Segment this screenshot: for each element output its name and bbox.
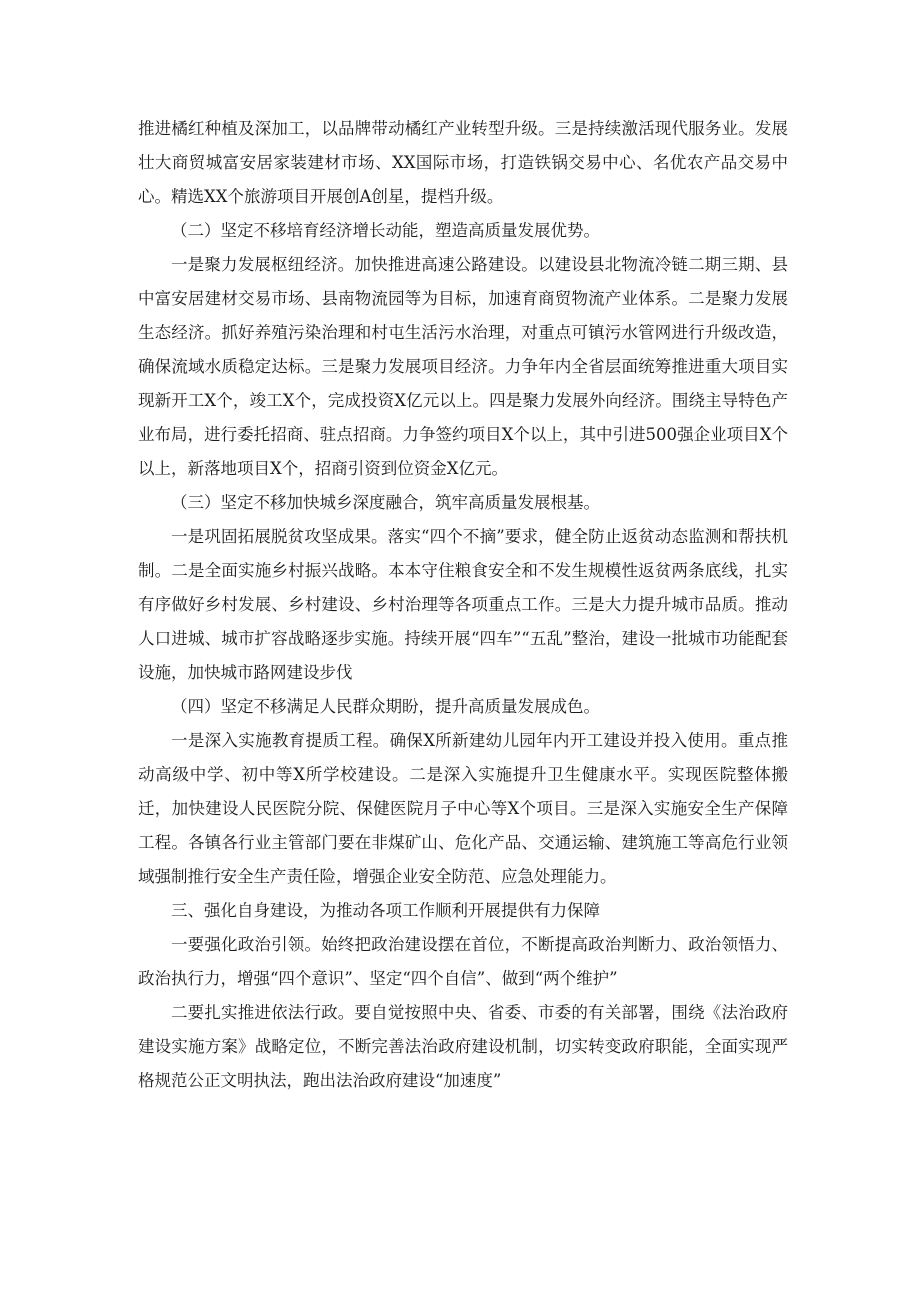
paragraph-rule-of-law: 二要扎实推进依法行政。要自觉按照中央、省委、市委的有关部署，围绕《法治政府建设实施方案》战略定位，不断完善法治政府建设机制，切实转变政府职能，全面实现严格规范公正文明执法，跑出法治政府建设“加速度” [138, 1003, 788, 1090]
paragraph-political-leadership: 一要强化政治引领。始终把政治建设摆在首位，不断提高政治判断力、政治领悟力、政治执行力，增强“四个意识”、坚定“四个自信”、做到“两个维护” [138, 935, 788, 988]
paragraph-economy-growth: 一是聚力发展枢纽经济。加快推进高速公路建设。以建设县北物流冷链二期三期、县中富安居建材交易市场、县南物流园等为目标，加速育商贸物流产业体系。二是聚力发展生态经济。抓好养殖污染治理和村屯生活污水治理，对重点可镇污水管网进行升级改造，确保流域水质稳定达标。三是聚力发展项目经济。力争年内全省层面统筹推进重大项目实现新开工X个，竣工X个，完成投资X亿元以上。四是聚力发展外向经济。围绕主导特色产业布局，进行委托招商、驻点招商。力争签约项目X个以上，其中引进500强企业项目X个以上，新落地项目X个，招商引资到位资金X亿元。 [138, 255, 788, 478]
section-heading-4: （四）坚定不移满足人民群众期盼，提升高质量发展成色。 [171, 697, 600, 716]
document-page [138, 112, 788, 1098]
section-heading-2: （二）坚定不移培育经济增长动能，塑造高质量发展优势。 [171, 221, 600, 240]
chapter-heading-3: 三、强化自身建设，为推动各项工作顺利开展提供有力保障 [171, 901, 600, 920]
paragraph-continuation: 推进橘红种植及深加工，以品牌带动橘红产业转型升级。三是持续激活现代服务业。发展壮大商贸城富安居家装建材市场、XX国际市场，打造铁锅交易中心、名优农产品交易中心。精选XX个旅游项目开展创A创星，提档升级。 [138, 119, 788, 206]
section-heading-3: （三）坚定不移加快城乡深度融合，筑牢高质量发展根基。 [171, 493, 600, 512]
paragraph-public-needs: 一是深入实施教育提质工程。确保X所新建幼儿园年内开工建设并投入使用。重点推动高级中学、初中等X所学校建设。二是深入实施提升卫生健康水平。实现医院整体搬迁，加快建设人民医院分院、保健医院月子中心等X个项目。三是深入实施安全生产保障工程。各镇各行业主管部门要在非煤矿山、危化产品、交通运输、建筑施工等高危行业领域强制推行安全生产责任险，增强企业安全防范、应急处理能力。 [138, 731, 788, 886]
paragraph-urban-rural: 一是巩固拓展脱贫攻坚成果。落实“四个不摘”要求，健全防止返贫动态监测和帮扶机制。二是全面实施乡村振兴战略。本本守住粮食安全和不发生规模性返贫两条底线，扎实有序做好乡村发展、乡村建设、乡村治理等各项重点工作。三是大力提升城市品质。推动人口进城、城市扩容战略逐步实施。持续开展“四车”“五乱”整治，建设一批城市功能配套设施，加快城市路网建设步伐 [138, 527, 788, 682]
